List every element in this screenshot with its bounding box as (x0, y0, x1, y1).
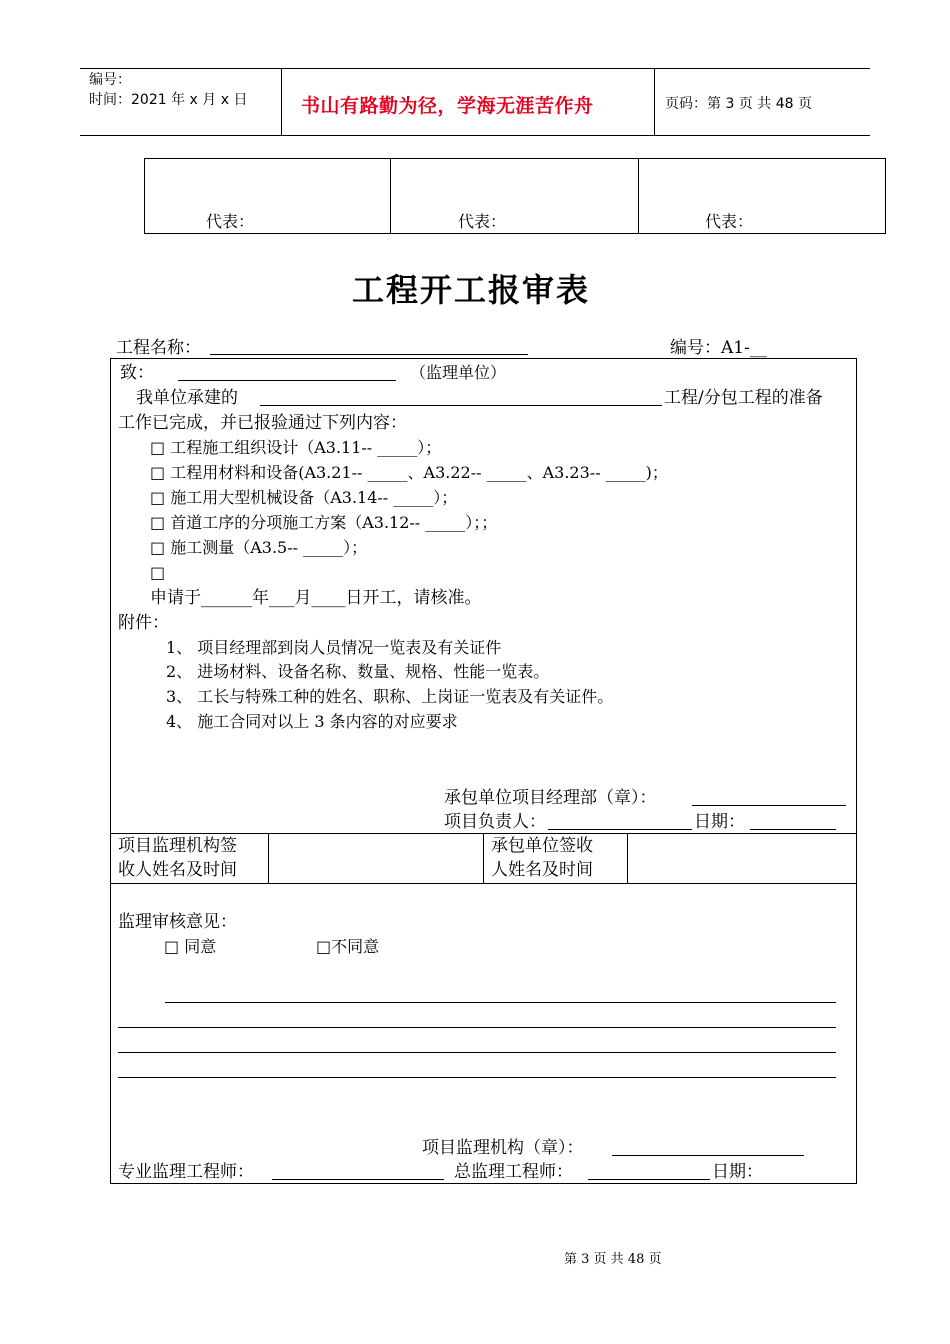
attachments-label: 附件： (118, 613, 169, 633)
rep-col-divider-1 (390, 158, 391, 234)
project-undertaken-field[interactable] (260, 405, 662, 406)
engineer-field[interactable] (272, 1179, 444, 1180)
supervision-org-field[interactable] (612, 1155, 804, 1156)
item-5[interactable]: □ 施工测量（A3.5-- _____）； (150, 538, 368, 557)
rep-cell-1: 代表： (206, 212, 255, 231)
header-divider-left (281, 68, 282, 136)
attachment-1: 1、 项目经理部到岗人员情况一览表及有关证件 (166, 638, 502, 657)
header-top-border (80, 68, 870, 69)
item-4[interactable]: □ 首道工序的分项施工方案（A3.12-- _____）；； (150, 513, 498, 532)
item-3[interactable]: □ 施工用大型机械设备（A3.14-- _____）； (150, 488, 458, 507)
review-line-4[interactable] (118, 1077, 836, 1078)
sign-row-div-2 (483, 833, 484, 883)
to-label: 致： (120, 363, 154, 383)
item-2[interactable]: □ 工程用材料和设备(A3.21-- _____、A3.22-- _____、A3.23-- _____)； (150, 463, 668, 482)
sign-left-label-2: 收人姓名及时间 (118, 860, 237, 880)
agree-checkbox[interactable]: □ 同意 (164, 937, 217, 956)
rep-cell-2: 代表： (458, 212, 507, 231)
line1-prefix: 我单位承建的 (136, 388, 238, 408)
project-leader-label: 项目负责人： (444, 812, 546, 832)
chief-engineer-label: 总监理工程师： (454, 1162, 573, 1182)
header-motto: 书山有路勤为径，学海无涯苦作舟 (301, 95, 594, 117)
item-1[interactable]: □ 工程施工组织设计（A3.11-- _____）； (150, 438, 442, 457)
sign-left-label-1: 项目监理机构签 (118, 836, 237, 856)
supervisor-unit-label: （监理单位） (410, 363, 507, 382)
date-field[interactable] (750, 829, 836, 830)
apply-line: 申请于______年___月____日开工，请核准。 (150, 588, 482, 608)
project-name-label: 工程名称： (116, 338, 201, 358)
line1-suffix: 工程/分包工程的准备 (664, 388, 823, 408)
sign-right-label-2: 人姓名及时间 (491, 860, 593, 880)
sign-row-div-1 (268, 833, 269, 883)
sign-row-bottom (110, 883, 857, 884)
attachment-2: 2、 进场材料、设备名称、数量、规格、性能一览表。 (166, 662, 550, 681)
item-6[interactable]: □ (150, 563, 166, 582)
footer-page-number: 第 3 页 共 48 页 (564, 1252, 662, 1267)
representative-table (144, 158, 886, 234)
page-title: 工程开工报审表 (352, 271, 591, 309)
header-time-label: 时间：2021 年 x 月 x 日 (89, 92, 248, 108)
contractor-dept-label: 承包单位项目经理部（章）： (444, 788, 657, 808)
rep-cell-3: 代表： (705, 212, 754, 231)
header-meta (89, 70, 247, 110)
review-line-1[interactable] (165, 1002, 836, 1003)
sign-right-label-1: 承包单位签收 (491, 836, 593, 856)
chief-engineer-field[interactable] (588, 1179, 710, 1180)
review-date-label: 日期： (712, 1162, 763, 1182)
supervisor-sign-cell[interactable] (270, 835, 482, 882)
review-label: 监理审核意见： (118, 912, 237, 932)
project-leader-field[interactable] (548, 829, 692, 830)
contractor-dept-field[interactable] (692, 805, 846, 806)
review-line-2[interactable] (118, 1027, 836, 1028)
header-number-label: 编号： (89, 72, 131, 88)
review-line-3[interactable] (118, 1052, 836, 1053)
header-page-info: 页码：第 3 页 共 48 页 (665, 96, 812, 112)
attachment-3: 3、 工长与特殊工种的姓名、职称、上岗证一览表及有关证件。 (166, 687, 614, 706)
line2: 工作已完成，并已报验通过下列内容： (118, 413, 407, 433)
to-unit-field[interactable] (178, 380, 396, 381)
rep-col-divider-2 (638, 158, 639, 234)
disagree-checkbox[interactable]: □不同意 (316, 937, 380, 956)
project-name-field[interactable] (210, 354, 528, 355)
supervision-org-label: 项目监理机构（章）： (422, 1138, 584, 1158)
form-number-label: 编号：A1-__ (670, 338, 767, 358)
sign-row-div-3 (627, 833, 628, 883)
header-bottom-border (80, 135, 870, 136)
attachment-4: 4、 施工合同对以上 3 条内容的对应要求 (166, 712, 458, 731)
header-divider-right (654, 68, 655, 136)
engineer-label: 专业监理工程师： (118, 1162, 254, 1182)
date-label: 日期： (694, 812, 745, 832)
contractor-sign-cell[interactable] (629, 835, 855, 882)
